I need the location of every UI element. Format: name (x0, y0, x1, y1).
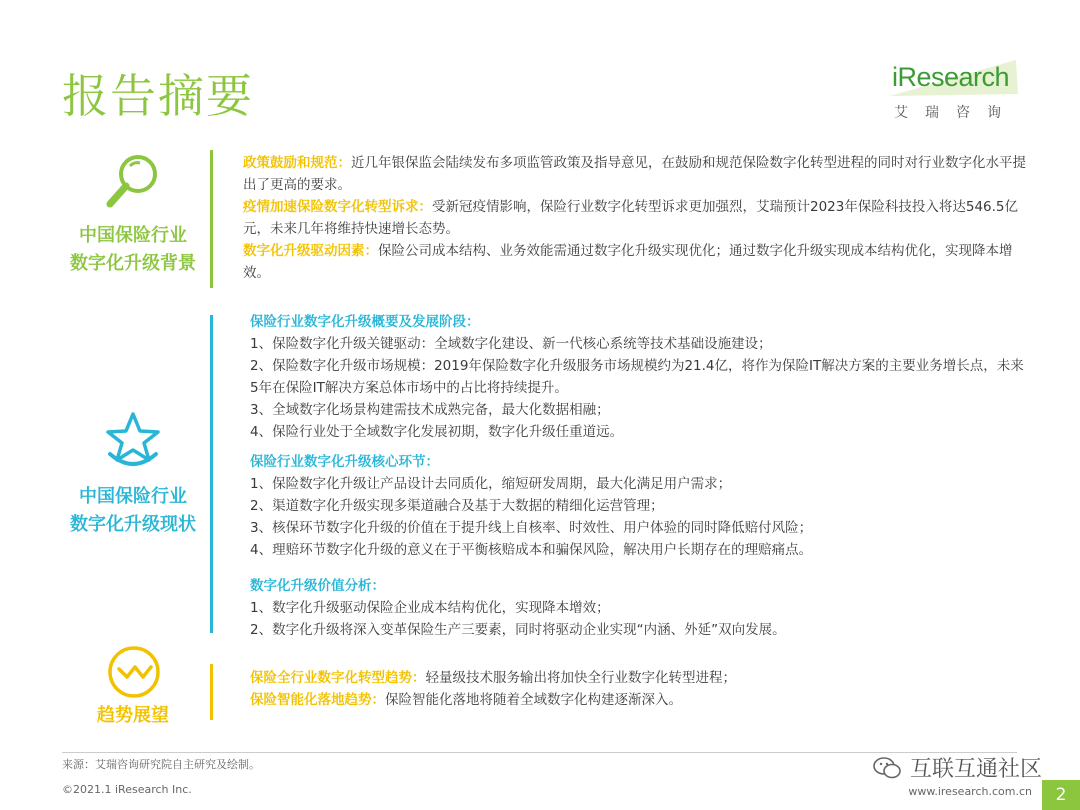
list-item (250, 473, 1030, 495)
item-num: 1、 (250, 336, 273, 352)
status-paragraphs (250, 311, 1030, 641)
list-item (250, 355, 1030, 399)
divider-blue (210, 315, 213, 633)
wechat-icon (872, 755, 902, 781)
divider-green (210, 150, 213, 288)
list-item (250, 517, 1030, 539)
item-num: 3、 (250, 402, 273, 418)
list-item (243, 152, 1028, 196)
list-item (250, 539, 1030, 561)
item-head: 政策鼓励和规范： (243, 155, 351, 171)
item-text: 全域数字化场景构建需技术成熟完备，最大化数据相融； (272, 402, 610, 418)
item-text: 保险数字化升级让产品设计去同质化，缩短研发周期，最大化满足用户需求； (272, 476, 732, 492)
item-num: 1、 (250, 600, 273, 616)
item-text: 核保环节数字化升级的价值在于提升线上自核率、时效性、用户体验的同时降低赔付风险； (272, 520, 813, 536)
list-item (250, 667, 1030, 689)
source-note: 来源：艾瑞咨询研究院自主研究及绘制。 (62, 758, 260, 771)
group-heading: 数字化升级价值分析： (250, 578, 385, 594)
item-text: 数字化升级驱动保险企业成本结构优化，实现降本增效； (272, 600, 610, 616)
trend-icon (107, 645, 161, 703)
item-num: 2、 (250, 358, 273, 374)
site-url: www.iresearch.com.cn (908, 785, 1032, 798)
section-label-status (48, 483, 218, 539)
list-item (250, 689, 1030, 711)
group-heading: 保险行业数字化升级核心环节： (250, 454, 439, 470)
logo-subtitle: 艾瑞咨询 (894, 105, 1018, 121)
list-item (250, 399, 1030, 421)
list-item (250, 333, 1030, 355)
outlook-paragraphs (250, 667, 1030, 711)
item-text: 近几年银保监会陆续发布多项监管政策及指导意见，在鼓励和规范保险数字化转型进程的同时对行业数字化水平提出了更高的要求。 (243, 155, 1026, 193)
brand-text: 互联互通社区 (909, 757, 1042, 782)
item-text: 轻量级技术服务输出将加快全行业数字化转型进程； (425, 670, 736, 686)
item-num: 2、 (250, 498, 273, 514)
section-label-background (48, 222, 218, 278)
background-paragraphs (243, 152, 1028, 284)
item-text: 数字化升级将深入变革保险生产三要素，同时将驱动企业实现“内涵、外延”双向发展。 (272, 622, 786, 638)
item-head: 保险全行业数字化转型趋势： (250, 670, 426, 686)
star-icon (102, 410, 164, 476)
item-num: 1、 (250, 476, 273, 492)
label-line: 中国保险行业 (79, 225, 187, 246)
list-item (243, 240, 1028, 284)
brand-watermark (872, 752, 1042, 783)
item-num: 3、 (250, 520, 273, 536)
item-text: 保险智能化落地将随着全域数字化构建逐渐深入。 (385, 692, 682, 708)
list-item (250, 619, 1030, 641)
page-title: 报告摘要 (62, 69, 254, 123)
label-line: 中国保险行业 (79, 486, 187, 507)
divider-yellow (210, 664, 213, 720)
label-line: 数字化升级现状 (70, 514, 196, 535)
section-label-outlook: 趋势展望 (97, 705, 169, 726)
item-text: 受新冠疫情影响，保险行业数字化转型诉求更加强烈，艾瑞预计2023年保险科技投入将达546.5亿元，未来几年将维持快速增长态势。 (243, 199, 1019, 237)
item-text: 理赔环节数字化升级的意义在于平衡核赔成本和骗保风险，解决用户长期存在的理赔痛点。 (272, 542, 813, 558)
item-text: 保险公司成本结构、业务效能需通过数字化升级实现优化；通过数字化升级实现成本结构优化，实现降本增效。 (243, 243, 1013, 281)
list-item (250, 597, 1030, 619)
item-text: 保险数字化升级关键驱动：全域数字化建设、新一代核心系统等技术基础设施建设； (272, 336, 772, 352)
iresearch-logo (892, 58, 1022, 121)
copyright: ©2021.1 iResearch Inc. (62, 783, 192, 796)
item-head: 数字化升级驱动因素： (243, 243, 378, 259)
item-head: 疫情加速保险数字化转型诉求： (243, 199, 432, 215)
label-line: 数字化升级背景 (70, 253, 196, 274)
logo-word: iResearch (892, 62, 1010, 92)
list-item (243, 196, 1028, 240)
magnifier-icon (104, 152, 162, 214)
item-num: 4、 (250, 424, 273, 440)
item-num: 2、 (250, 622, 273, 638)
list-item (250, 495, 1030, 517)
page-number: 2 (1042, 780, 1080, 810)
list-item (250, 421, 1030, 443)
item-text: 保险数字化升级市场规模：2019年保险数字化升级服务市场规模约为21.4亿，将作为保险IT解决方案的主要业务增长点，未来5年在保险IT解决方案总体市场中的占比将持续提升。 (250, 358, 1024, 396)
group-heading: 保险行业数字化升级概要及发展阶段： (250, 314, 480, 330)
item-text: 保险行业处于全域数字化发展初期，数字化升级任重道远。 (272, 424, 624, 440)
item-head: 保险智能化落地趋势： (250, 692, 385, 708)
item-num: 4、 (250, 542, 273, 558)
item-text: 渠道数字化升级实现多渠道融合及基于大数据的精细化运营管理； (272, 498, 664, 514)
